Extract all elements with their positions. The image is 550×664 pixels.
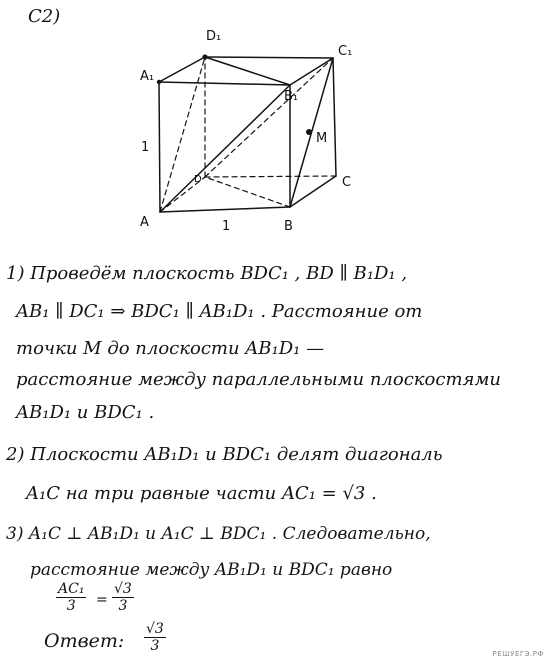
step3-frac2-num: √3 <box>114 581 132 597</box>
step1-line4: расстояние между параллельными плоскостями <box>16 369 501 390</box>
step1-line3: точки M до плоскости AB₁D₁ — <box>16 338 325 359</box>
point-label-m: M <box>316 131 328 146</box>
answer-fraction <box>144 622 166 653</box>
edge-dc-hidden <box>205 176 336 177</box>
step1-line1: 1) Проведём плоскость BDC₁ , BD ∥ B₁D₁ , <box>6 263 408 284</box>
step2-line2: A₁C на три равные части AC₁ = √3 . <box>26 483 377 504</box>
step1-line2: AB₁ ∥ DC₁ ⇒ BDC₁ ∥ AB₁D₁ . Расстояние от <box>16 301 423 322</box>
edge-cc1 <box>333 58 336 176</box>
segment-ad1-hidden <box>160 57 205 212</box>
vertex-a1-dot <box>157 80 161 84</box>
step3-equals: = <box>96 592 108 608</box>
step3-frac-num: AC₁ <box>58 581 85 597</box>
edge-length-bottom: 1 <box>222 219 231 234</box>
point-m-dot <box>306 129 312 135</box>
step2-line1: 2) Плоскости AB₁D₁ и BDC₁ делят диагональ <box>6 444 443 465</box>
task-label: C2) <box>28 6 61 27</box>
vertex-label-c1: C₁ <box>338 44 353 59</box>
answer-label: Ответ: <box>44 630 125 652</box>
step3-fraction-right <box>112 582 134 613</box>
vertex-label-d: D <box>194 174 202 185</box>
step3-fraction-left <box>56 582 86 613</box>
cube-figure <box>0 0 550 240</box>
answer-num: √3 <box>146 621 164 637</box>
step3-line2: расстояние между AB₁D₁ и BDC₁ равно <box>30 560 393 580</box>
watermark: РЕШУЕГЭ.РФ <box>492 650 544 658</box>
step3-frac2-den: 3 <box>118 598 128 614</box>
segment-ab1 <box>160 85 290 212</box>
segment-b1d1 <box>205 57 290 85</box>
edge-length-vertical: 1 <box>141 140 150 155</box>
edge-d1a1 <box>159 57 205 82</box>
segment-bd-hidden <box>205 177 290 207</box>
vertex-label-a1: A₁ <box>140 69 155 84</box>
step3-line1: 3) A₁C ⊥ AB₁D₁ и A₁C ⊥ BDC₁ . Следовательно, <box>6 524 431 544</box>
edge-a1b1 <box>159 82 290 85</box>
step1-line5: AB₁D₁ и BDC₁ . <box>16 402 155 423</box>
vertex-label-b: B <box>284 219 293 234</box>
step3-frac-den: 3 <box>66 598 76 614</box>
vertex-label-d1: D₁ <box>206 29 222 44</box>
vertex-label-c: C <box>342 175 352 190</box>
vertex-d1-dot <box>202 54 207 59</box>
answer-den: 3 <box>150 638 160 654</box>
edge-ab <box>160 207 290 212</box>
segment-dc1-hidden <box>205 58 333 177</box>
edge-aa1 <box>159 82 160 212</box>
vertex-label-b1: B₁ <box>284 89 299 104</box>
vertex-label-a: A <box>140 215 149 230</box>
edge-c1d1 <box>205 57 333 58</box>
